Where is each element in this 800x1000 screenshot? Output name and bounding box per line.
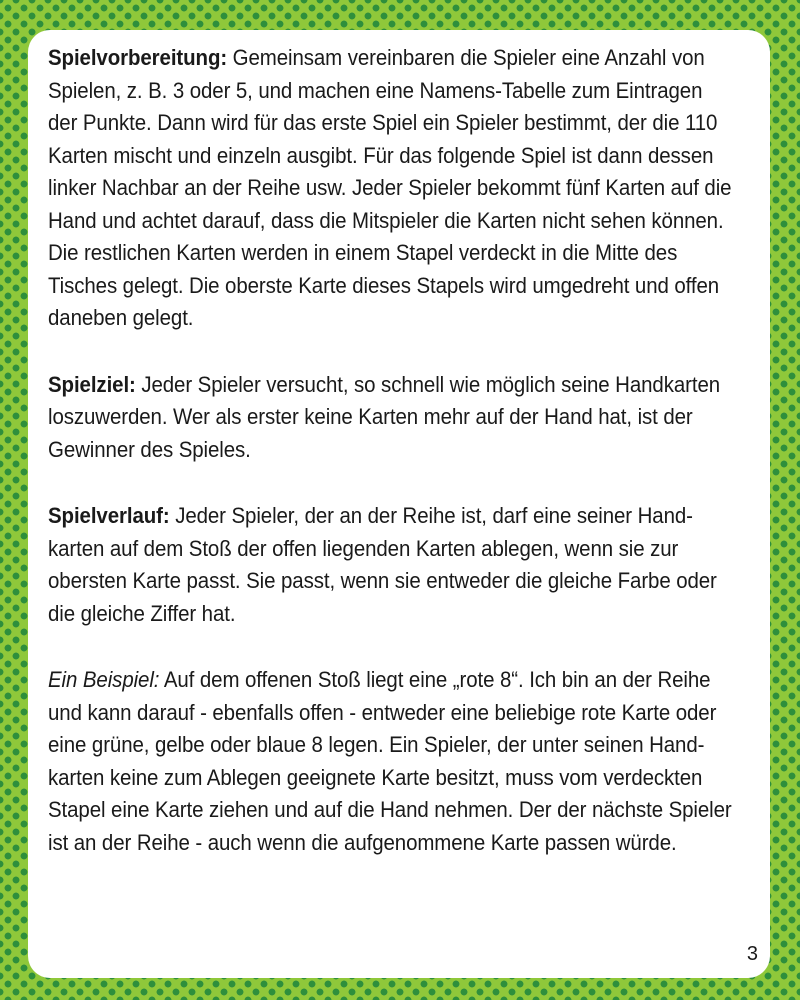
page-number: 3 bbox=[746, 943, 758, 965]
section-heading: Spielverlauf: bbox=[48, 503, 170, 528]
text-fragment: Auf dem offenen Stoß liegt eine „rote 8“. Ich bin an der Reihe bbox=[159, 667, 711, 692]
text-line: Karten mischt und einzeln ausgibt. Für das folgende Spiel ist dann dessen bbox=[48, 142, 714, 168]
text-fragment: Gemeinsam vereinbaren die Spieler eine Anzahl von bbox=[227, 45, 705, 70]
text-line: karten keine zum Ablegen geeignete Karte besitzt, muss vom verdeckten bbox=[48, 764, 703, 790]
example-label: Ein Beispiel: bbox=[48, 667, 160, 692]
text-line: Die restlichen Karten werden in einem Stapel verdeckt in die Mitte des bbox=[48, 240, 678, 265]
text-line: karten auf dem Stoß der offen liegenden Karten ablegen, wenn sie zur bbox=[48, 535, 679, 561]
text-line: Stapel eine Karte ziehen und auf die Hand nehmen. Der der nächste Spieler bbox=[48, 797, 732, 822]
text-line bbox=[48, 42, 755, 75]
section-spielvorbereitung bbox=[48, 42, 755, 335]
section-beispiel bbox=[48, 664, 755, 859]
text-line: Tisches gelegt. Die oberste Karte dieses Stapels wird umgedreht und offen bbox=[48, 272, 720, 298]
text-line bbox=[48, 369, 755, 402]
text-line: loszuwerden. Wer als erster keine Karten mehr auf der Hand hat, ist der bbox=[48, 404, 693, 429]
text-line bbox=[48, 664, 755, 697]
section-heading: Spielvorbereitung: bbox=[48, 45, 228, 70]
text-line: eine grüne, gelbe oder blaue 8 legen. Ein Spieler, der unter seinen Hand- bbox=[48, 732, 705, 757]
text-line: und kann darauf - ebenfalls offen - entweder eine beliebige rote Karte oder bbox=[48, 699, 717, 725]
text-line: die gleiche Ziffer hat. bbox=[48, 600, 236, 626]
text-line: linker Nachbar an der Reihe usw. Jeder Spieler bekommt fünf Karten auf die bbox=[48, 175, 732, 200]
text-line: daneben gelegt. bbox=[48, 305, 194, 330]
section-spielziel bbox=[48, 369, 755, 467]
text-line: ist an der Reihe - auch wenn die aufgenommene Karte passen würde. bbox=[48, 829, 677, 855]
text-fragment: Jeder Spieler, der an der Reihe ist, darf eine seiner Hand- bbox=[169, 503, 693, 528]
text-line: obersten Karte passt. Sie passt, wenn sie entweder die gleiche Farbe oder bbox=[48, 568, 717, 593]
text-line bbox=[48, 500, 755, 533]
section-heading: Spielziel: bbox=[48, 371, 136, 397]
text-line: Gewinner des Spieles. bbox=[48, 436, 251, 462]
rules-page bbox=[28, 30, 770, 978]
text-line: Hand und achtet darauf, dass die Mitspieler die Karten nicht sehen können. bbox=[48, 207, 724, 233]
text-fragment: Jeder Spieler versucht, so schnell wie möglich seine Handkarten bbox=[135, 371, 721, 397]
text-line: der Punkte. Dann wird für das erste Spiel ein Spieler bestimmt, der die 110 bbox=[48, 110, 718, 135]
text-line: Spielen, z. B. 3 oder 5, und machen eine Namens-Tabelle zum Eintragen bbox=[48, 77, 703, 103]
section-spielverlauf bbox=[48, 500, 755, 630]
